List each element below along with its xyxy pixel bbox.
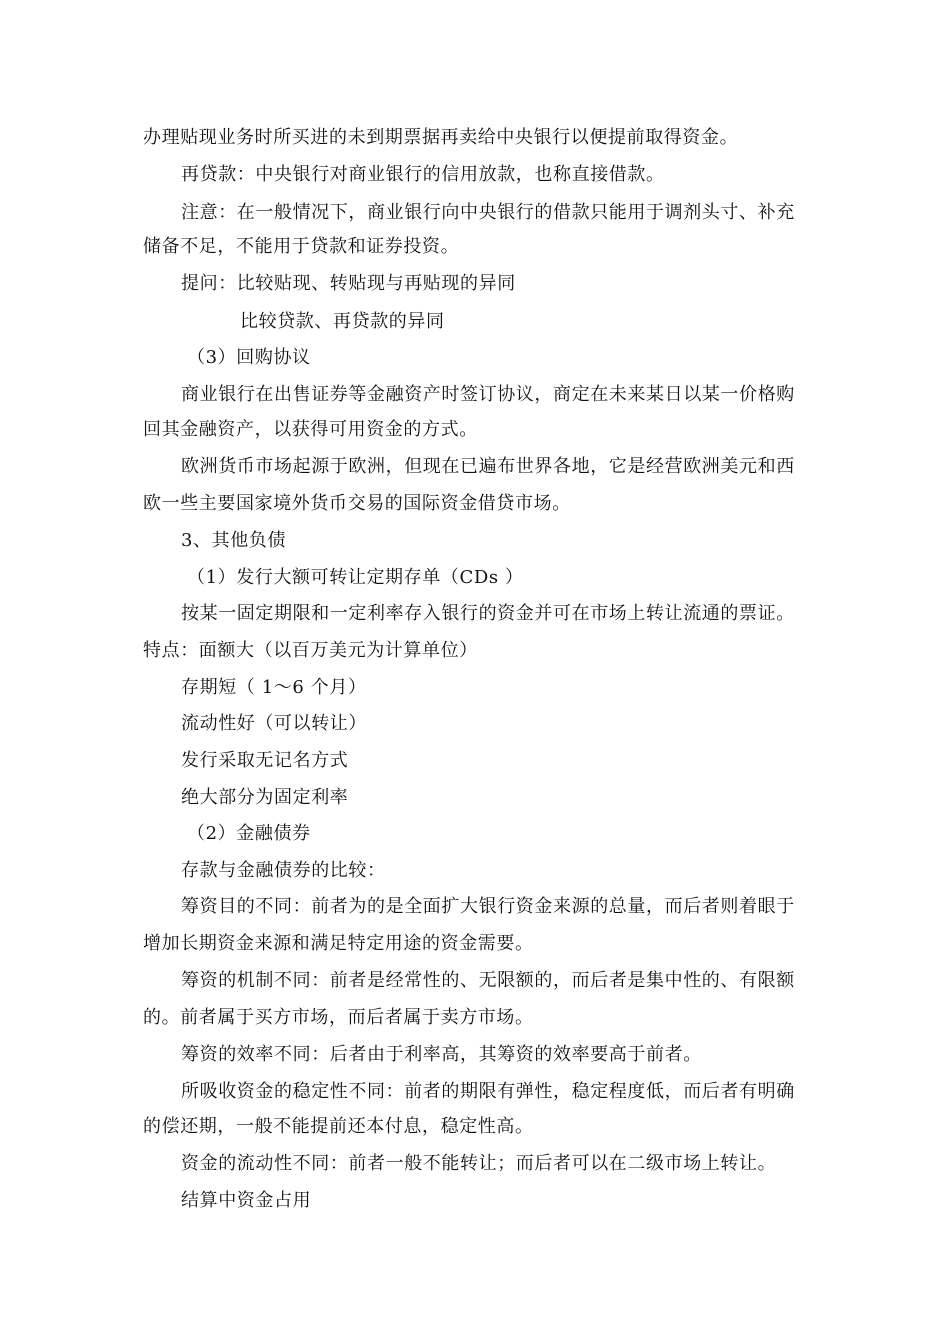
text-line: 比较贷款、再贷款的异同 <box>240 311 445 332</box>
text-line: 办理贴现业务时所买进的未到期票据再卖给中央银行以便提前取得资金。 <box>143 127 739 148</box>
text-line: 存款与金融债券的比较： <box>181 860 386 881</box>
text-line: 回其金融资产，以获得可用资金的方式。 <box>143 419 478 440</box>
text-line: 提问：比较贴现、转贴现与再贴现的异同 <box>181 273 516 294</box>
text-line: 所吸收资金的稳定性不同：前者的期限有弹性，稳定程度低，而后者有明确 <box>181 1081 795 1102</box>
text-line: 欧洲货币市场起源于欧洲，但现在已遍布世界各地，它是经营欧洲美元和西 <box>181 456 795 477</box>
text-line: 流动性好（可以转让） <box>181 713 367 734</box>
text-line: 的。前者属于买方市场，而后者属于卖方市场。 <box>143 1007 534 1028</box>
text-line: 储备不足，不能用于贷款和证券投资。 <box>143 236 460 257</box>
text-line: 注意：在一般情况下，商业银行向中央银行的借款只能用于调剂头寸、补充 <box>181 202 795 223</box>
text-line: 筹资的效率不同：后者由于利率高，其筹资的效率要高于前者。 <box>181 1044 702 1065</box>
section-heading: （3）回购协议 <box>187 347 311 368</box>
text-line: 按某一固定期限和一定利率存入银行的资金并可在市场上转让流通的票证。 <box>181 603 795 624</box>
section-heading: 3、其他负债 <box>181 530 287 551</box>
text-line: 特点：面额大（以百万美元为计算单位） <box>143 640 478 661</box>
text-line: 筹资目的不同：前者为的是全面扩大银行资金来源的总量，而后者则着眼于 <box>181 896 795 917</box>
section-heading: （1）发行大额可转让定期存单（CDs ） <box>187 567 524 588</box>
section-heading: （2）金融债券 <box>187 823 311 844</box>
text-line: 存期短（ 1～6 个月） <box>181 677 367 698</box>
text-line: 资金的流动性不同：前者一般不能转让；而后者可以在二级市场上转让。 <box>181 1153 777 1174</box>
text-line: 的偿还期，一般不能提前还本付息，稳定性高。 <box>143 1116 534 1137</box>
text-line: 再贷款：中央银行对商业银行的信用放款，也称直接借款。 <box>181 164 665 185</box>
text-line: 发行采取无记名方式 <box>181 750 349 771</box>
text-line: 商业银行在出售证券等金融资产时签订协议，商定在未来某日以某一价格购 <box>181 384 795 405</box>
text-line: 筹资的机制不同：前者是经常性的、无限额的，而后者是集中性的、有限额 <box>181 970 795 991</box>
text-line: 绝大部分为固定利率 <box>181 787 349 808</box>
text-line: 欧一些主要国家境外货币交易的国际资金借贷市场。 <box>143 493 571 514</box>
text-line: 增加长期资金来源和满足特定用途的资金需要。 <box>143 933 534 954</box>
text-line: 结算中资金占用 <box>181 1190 312 1211</box>
